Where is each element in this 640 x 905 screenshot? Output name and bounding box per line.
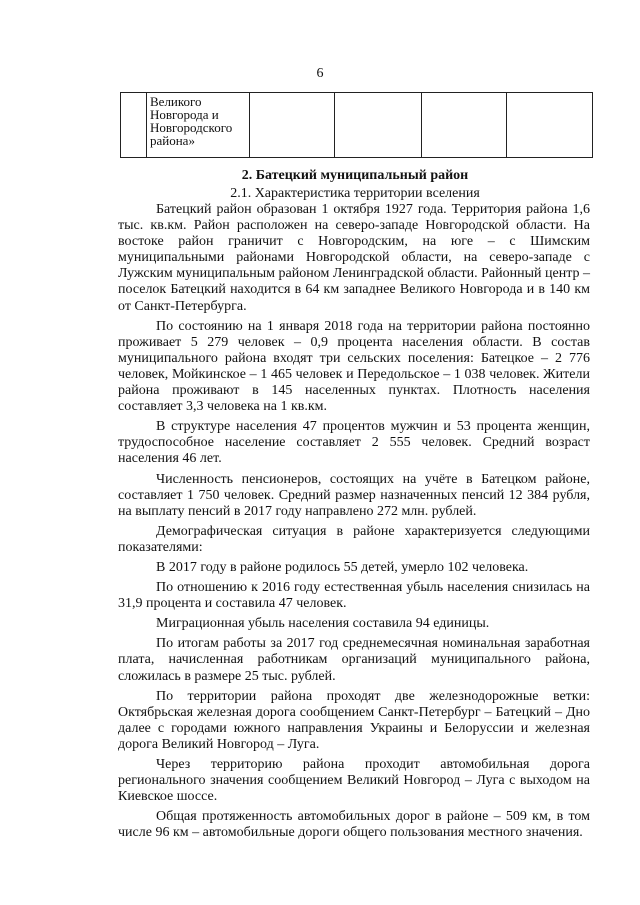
- table-cell: [507, 93, 593, 158]
- paragraph: В 2017 году в районе родилось 55 детей, умерло 102 человека.: [156, 559, 529, 575]
- paragraph: По отношению к 2016 году естественная убыль населения снизилась на 31,9 процента и составила 47 человек.: [118, 580, 590, 612]
- table-fragment: [120, 92, 593, 158]
- paragraph: Через территорию района проходит автомобильная дорога регионального значения сообщением Великий Новгород – Луга с выходом на Киевское шоссе.: [118, 757, 590, 805]
- table-row: [121, 93, 593, 158]
- paragraph: По территории района проходят две железнодорожные ветки: Октябрьская железная дорога сообщением Санкт-Петербург – Батецкий – Дно далее с городами южного направления Украины и Белоруссии и железная дорога Великий Новгород – Луга.: [118, 688, 590, 752]
- table-cell: [335, 93, 422, 158]
- paragraph: Батецкий район образован 1 октября 1927 года. Территория района 1,6 тыс. кв.км. Район расположен на северо-западе Новгородской области. На востоке район граничит с Новгородским, на юге – с Шимским муниципальными районами Новгородской области, на северо-западе с Лужским муниципальным районом Ленинградской области. Районный центр – поселок Батецкий находится в 64 км западнее Великого Новгорода и в 140 км от Санкт-Петербурга.: [118, 202, 590, 314]
- table-cell: [121, 93, 147, 158]
- paragraph: В структуре населения 47 процентов мужчин и 53 процента женщин, трудоспособное население составляет 2 555 человек. Средний возраст населения 46 лет.: [118, 419, 590, 467]
- subsection-title: 2.1. Характеристика территории вселения: [230, 186, 480, 201]
- paragraph: Миграционная убыль населения составила 94 единицы.: [156, 616, 490, 632]
- paragraph: По состоянию на 1 января 2018 года на территории района постоянно проживает 5 279 человек – 0,9 процента населения области. В состав муниципального района входят три сельских поселения: Батецкое – 2 776 человек, Мойкинское – 1 465 человек и Передольское – 1 038 человек. Жители района проживают в 145 населенных пунктах. Плотность населения составляет 3,3 человека на 1 кв.км.: [118, 318, 590, 415]
- section-title: 2. Батецкий муниципальный район: [241, 168, 469, 183]
- paragraph: По итогам работы за 2017 год среднемесячная номинальная заработная плата, начисленная работникам организаций муниципального района, сложилась в размере 25 тыс. рублей.: [118, 636, 590, 684]
- page-number: 6: [316, 66, 324, 81]
- document-body: [118, 202, 590, 845]
- table-cell: [250, 93, 335, 158]
- table-cell-district-name: Великого Новгорода и Новгородского района»: [147, 93, 250, 158]
- paragraph: Численность пенсионеров, состоящих на учёте в Батецком районе, составляет 1 750 человек. Средний размер назначенных пенсий 12 384 рубля, на выплату пенсий в 2017 году направлено 272 млн. рублей.: [118, 471, 590, 519]
- table-cell: [422, 93, 507, 158]
- paragraph: Демографическая ситуация в районе характеризуется следующими показателями:: [118, 523, 590, 555]
- paragraph: Общая протяженность автомобильных дорог в районе – 509 км, в том числе 96 км – автомобильные дороги общего пользования местного значения.: [118, 809, 590, 841]
